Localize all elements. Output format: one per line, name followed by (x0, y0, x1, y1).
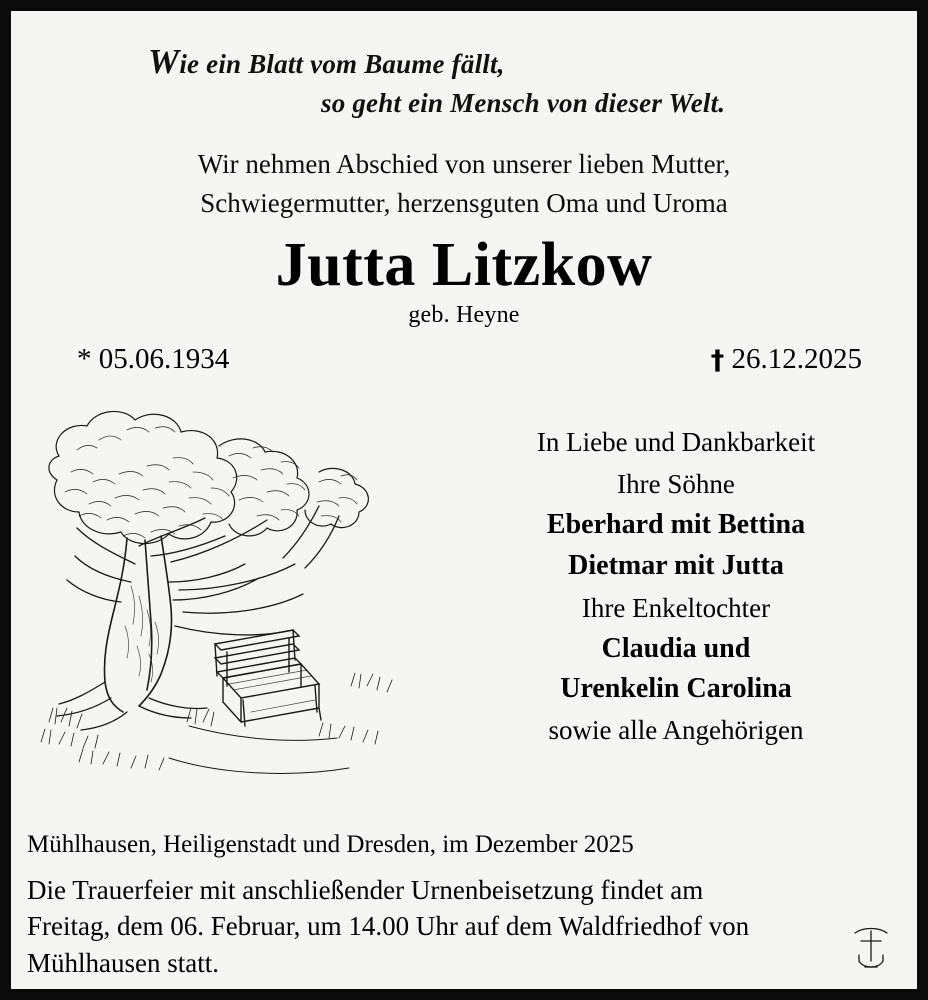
verse-line-1 (11, 42, 917, 84)
death-date-value: 26.12.2025 (731, 342, 862, 375)
ceremony-line-1: Die Trauerfeier mit anschließender Urnenbeisetzung findet am (27, 874, 704, 905)
tree-with-bench-illustration (19, 386, 439, 786)
birth-date-value: 05.06.1934 (98, 342, 230, 375)
intro-block (11, 145, 917, 222)
footer-block (11, 829, 917, 981)
granddaughter-name: Claudia und (601, 632, 751, 664)
maiden-name: geb. Heyne (408, 301, 520, 328)
deceased-name: Jutta Litzkow (275, 230, 653, 299)
dedication-line: In Liebe und Dankbarkeit (536, 426, 816, 457)
cross-icon: † (710, 344, 725, 376)
funeral-home-logo-icon (845, 921, 897, 975)
birth-date (77, 343, 229, 376)
ceremony-line-2: Freitag, dem 06. Februar, um 14.00 Uhr auf dem Waldfriedhof von (27, 911, 750, 942)
ceremony-line-3: Mühlhausen statt. (27, 947, 219, 978)
relatives-line: sowie alle Angehörigen (548, 714, 804, 745)
sons-label: Ihre Söhne (617, 469, 735, 500)
great-granddaughter-name: Urenkelin Carolina (560, 673, 792, 705)
death-date (711, 343, 862, 376)
intro-line-1: Wir nehmen Abschied von unserer lieben Mutter, (197, 149, 731, 180)
body-row (11, 386, 917, 786)
verse-line-1-text: ie ein Blatt vom Baume fällt, (179, 49, 505, 79)
verse-dropcap: W (148, 42, 180, 81)
intro-line-2: Schwiegermutter, herzensguten Oma und Uroma (200, 187, 728, 218)
granddaughter-label: Ihre Enkeltochter (581, 593, 771, 624)
son-2: Dietmar mit Jutta (568, 549, 784, 581)
son-1: Eberhard mit Bettina (546, 508, 806, 540)
life-dates (11, 343, 917, 376)
birth-star-icon: * (77, 342, 92, 375)
notice-inner (11, 11, 917, 989)
family-block (441, 422, 911, 750)
ceremony-text (27, 872, 899, 981)
places-line: Mühlhausen, Heiligenstadt und Dresden, im Dezember 2025 (27, 831, 634, 859)
verse-line-2: so geht ein Mensch von dieser Welt. (321, 88, 726, 119)
verse-block (11, 11, 917, 123)
